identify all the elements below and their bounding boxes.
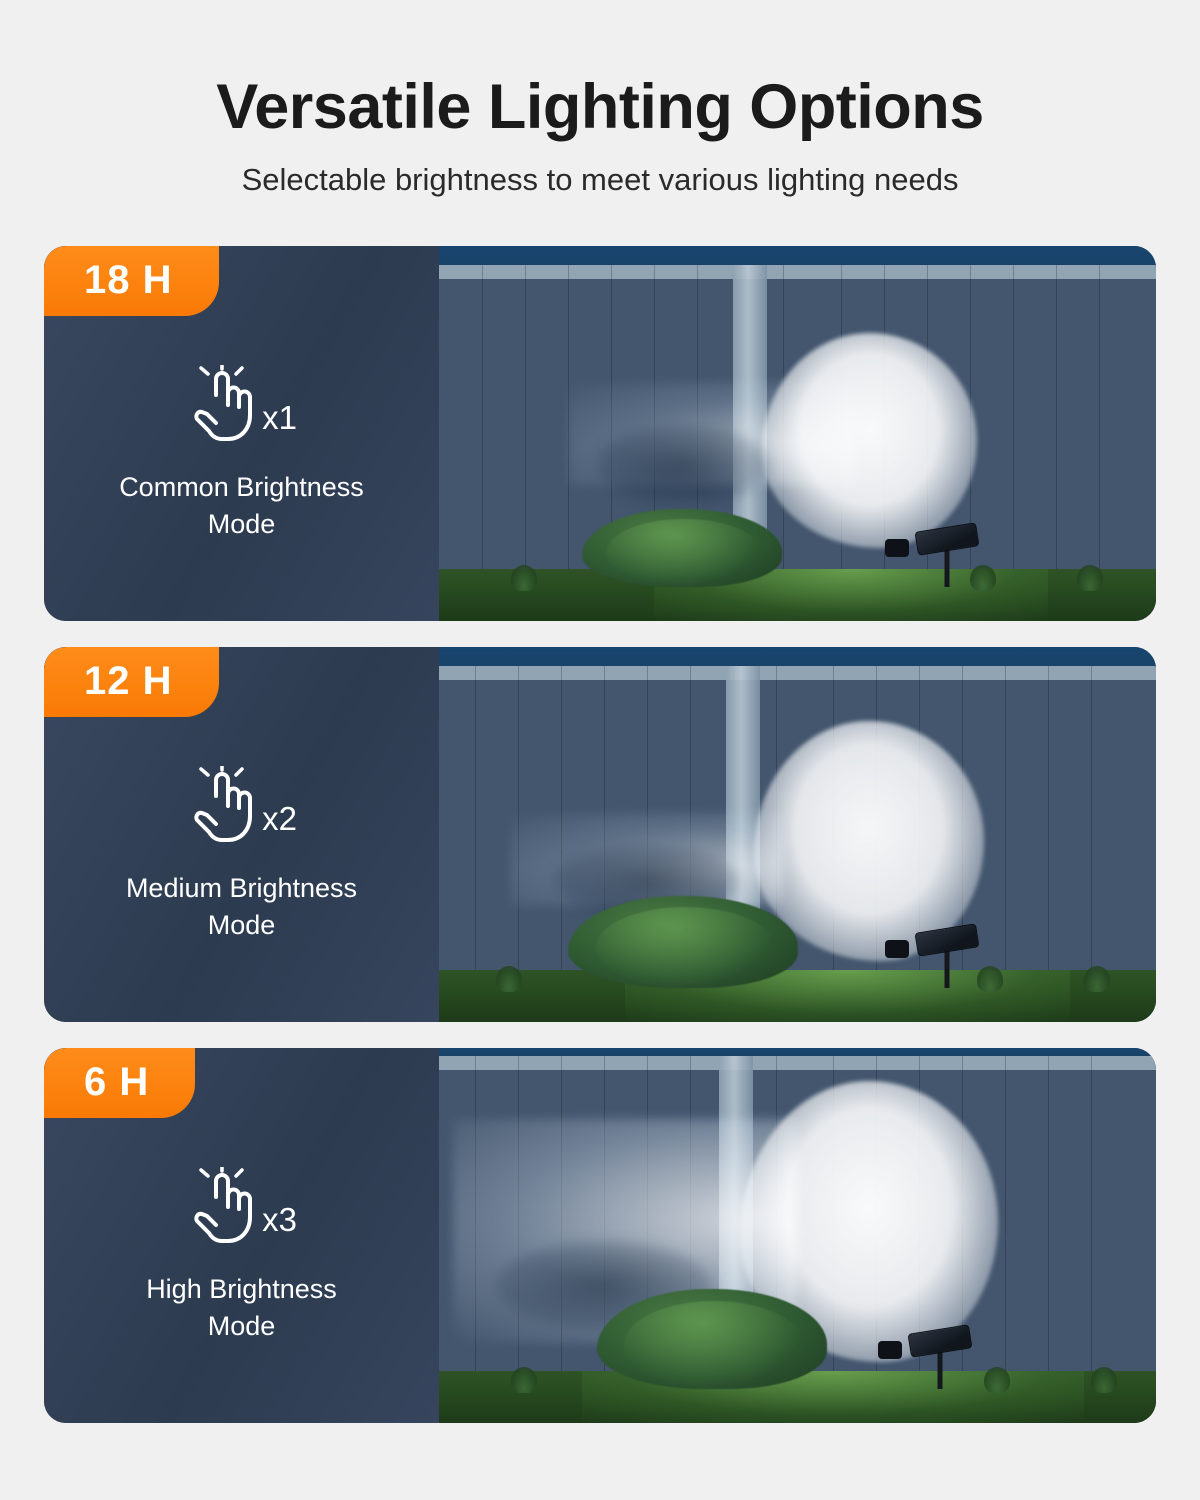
mode-card <box>44 246 1156 621</box>
light-glow <box>754 721 983 961</box>
touch-hand-icon <box>186 365 260 443</box>
lawn <box>439 970 1156 1023</box>
scene-photo <box>439 647 1156 1022</box>
press-indicator <box>186 1167 297 1245</box>
mode-name-line1: High Brightness <box>146 1274 337 1305</box>
press-count-label: x1 <box>262 399 297 437</box>
fence <box>439 666 1156 974</box>
runtime-badge: 6 H <box>44 1048 195 1118</box>
mode-card <box>44 647 1156 1022</box>
touch-hand-icon <box>186 1167 260 1245</box>
mode-name-line2: Mode <box>207 508 276 539</box>
fence <box>439 265 1156 573</box>
mode-name <box>119 469 364 542</box>
mode-name-line2: Mode <box>207 909 276 940</box>
mode-name <box>146 1271 337 1344</box>
mode-name-line2: Mode <box>207 1310 276 1341</box>
runtime-badge: 12 H <box>44 647 219 717</box>
mode-info-panel <box>44 246 439 621</box>
mode-name <box>126 870 357 943</box>
press-indicator <box>186 766 297 844</box>
lawn <box>439 569 1156 622</box>
fence-rail <box>439 265 1156 279</box>
press-count-label: x3 <box>262 1201 297 1239</box>
mode-name-line1: Common Brightness <box>119 472 364 503</box>
press-indicator <box>186 365 297 443</box>
page-subtitle: Selectable brightness to meet various lighting needs <box>241 162 959 198</box>
mode-name-line1: Medium Brightness <box>125 873 358 904</box>
press-count-label: x2 <box>262 800 297 838</box>
scene-photo <box>439 246 1156 621</box>
scene-photo <box>439 1048 1156 1423</box>
header <box>0 0 1200 198</box>
mode-info-panel <box>44 1048 439 1423</box>
shrub <box>568 896 798 988</box>
solar-spotlight <box>912 926 982 988</box>
mode-info-panel <box>44 647 439 1022</box>
runtime-badge: 18 H <box>44 246 219 316</box>
page-title: Versatile Lighting Options <box>216 72 984 142</box>
touch-hand-icon <box>186 766 260 844</box>
shrub <box>597 1289 827 1389</box>
mode-card-list <box>0 246 1200 1423</box>
solar-spotlight <box>905 1325 975 1389</box>
solar-spotlight <box>912 525 982 587</box>
mode-card <box>44 1048 1156 1423</box>
lawn <box>439 1371 1156 1424</box>
shrub <box>582 509 782 587</box>
light-glow <box>762 333 977 548</box>
